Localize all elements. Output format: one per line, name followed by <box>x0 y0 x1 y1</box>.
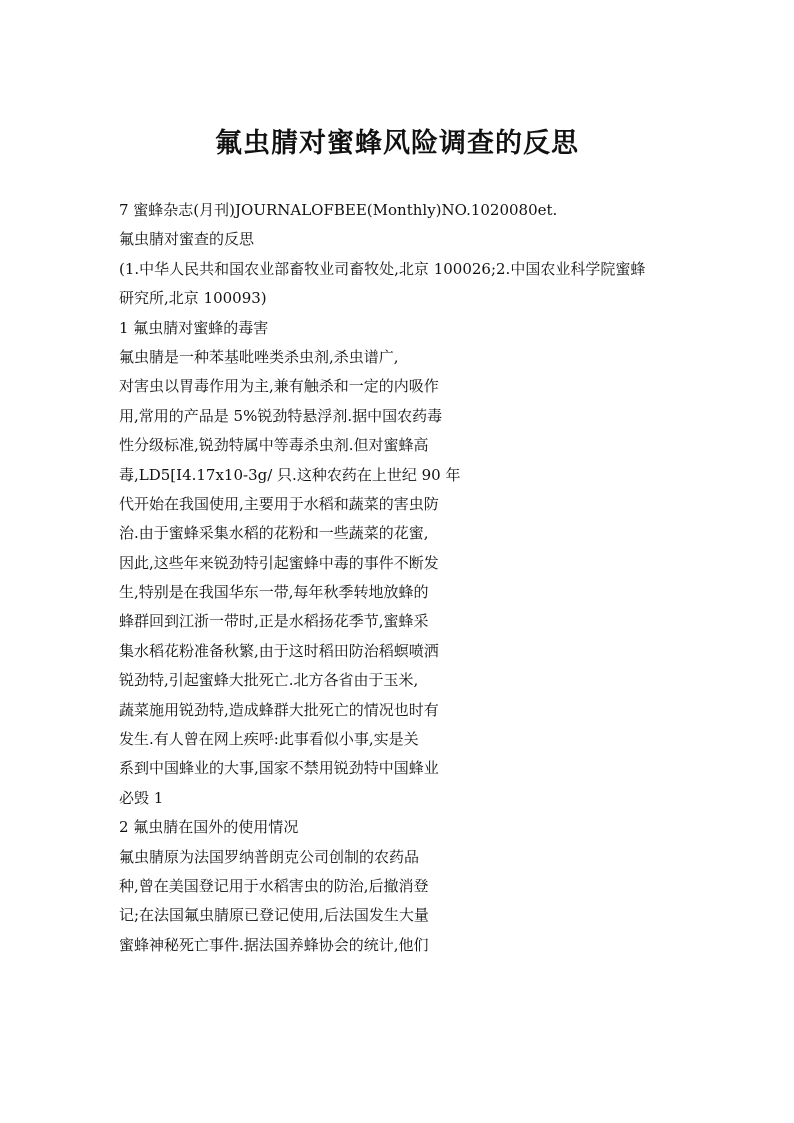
text-line: 2 氟虫腈在国外的使用情况 <box>119 818 299 837</box>
text-line: 毒,LD5[I4.17x10-3g/ 只.这种农药在上世纪 90 年 <box>119 465 461 484</box>
text-line: 蜂群回到江浙一带时,正是水稻扬花季节,蜜蜂采 <box>119 612 429 631</box>
document-body <box>119 196 719 960</box>
text-line: 发生.有人曾在网上疾呼:此事看似小事,实是关 <box>119 730 419 749</box>
text-line: 种,曾在美国登记用于水稻害虫的防治,后撤消登 <box>119 876 429 895</box>
text-line: 治.由于蜜蜂采集水稻的花粉和一些蔬菜的花蜜, <box>119 524 429 543</box>
document-title: 氟虫腈对蜜蜂风险调查的反思 <box>215 128 579 159</box>
text-line: 7 蜜蜂杂志(月刊)JOURNALOFBEE(Monthly)NO.1020080et. <box>119 201 558 219</box>
text-line: 因此,这些年来锐劲特引起蜜蜂中毒的事件不断发 <box>119 553 439 572</box>
text-line: 代开始在我国使用,主要用于水稻和蔬菜的害虫防 <box>119 494 439 513</box>
text-line: 锐劲特,引起蜜蜂大批死亡.北方各省由于玉米, <box>119 671 419 690</box>
text-line: 蔬菜施用锐劲特,造成蜂群大批死亡的情况也时有 <box>119 700 439 719</box>
text-line: 研究所,北京 100093) <box>119 289 267 308</box>
text-line: 氟虫腈原为法国罗纳普朗克公司创制的农药品 <box>119 847 420 866</box>
text-line: 生,特别是在我国华东一带,每年秋季转地放蜂的 <box>119 583 429 602</box>
text-line: 1 氟虫腈对蜜蜂的毒害 <box>119 318 269 337</box>
text-line: 性分级标准,锐劲特属中等毒杀虫剂.但对蜜蜂高 <box>119 436 429 455</box>
text-line: 必毁 1 <box>119 788 164 807</box>
text-line: 蜜蜂神秘死亡事件.据法国养蜂协会的统计,他们 <box>119 935 429 954</box>
text-line: 氟虫腈对蜜查的反思 <box>119 230 255 249</box>
text-line: 用,常用的产品是 5%锐劲特悬浮剂.据中国农药毒 <box>119 406 443 425</box>
text-line: 氟虫腈是一种苯基吡唑类杀虫剂,杀虫谱广, <box>119 347 399 366</box>
text-line: 记;在法国氟虫腈原已登记使用,后法国发生大量 <box>119 906 429 925</box>
text-line: (1.中华人民共和国农业部畜牧业司畜牧处,北京 100026;2.中国农业科学院蜜蜂 <box>119 259 646 278</box>
text-line: 对害虫以胃毒作用为主,兼有触杀和一定的内吸作 <box>119 377 439 396</box>
text-line: 系到中国蜂业的大事,国家不禁用锐劲特中国蜂业 <box>119 759 439 778</box>
text-line: 集水稻花粉准备秋繁,由于这时稻田防治稻螟喷洒 <box>119 641 439 660</box>
